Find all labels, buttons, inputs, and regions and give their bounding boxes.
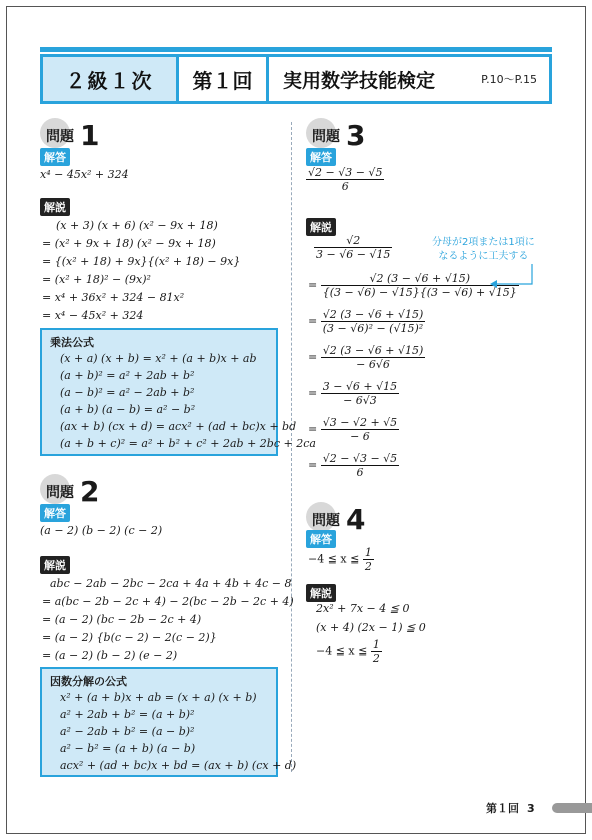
p2-step-4: = (a − 2) {b(c − 2) − 2(c − 2)} [42, 631, 217, 644]
problem-label: 問題 [46, 485, 74, 501]
formula: a² − 2ab + b² = (a − b)² [60, 725, 195, 738]
problem-label: 問題 [312, 513, 340, 529]
multiplication-formula-box [40, 328, 316, 456]
answer-tag: 解答 [40, 504, 70, 522]
p1-step-5: = x⁴ + 36x² + 324 − 81x² [42, 291, 185, 304]
formula: x² + (a + b)x + ab = (x + a) (x + b) [60, 691, 257, 704]
p4-step-2: (x + 4) (2x − 1) ≦ 0 [316, 621, 426, 634]
step-prefix: = [308, 386, 318, 400]
fraction-denominator: 2 [364, 560, 372, 573]
p1-step-4: = (x² + 18)² − (9x)² [42, 273, 151, 286]
p2-step-2: = a(bc − 2b − 2c + 4) − 2(bc − 2b − 2c + 4) [42, 595, 294, 608]
answer-fraction [306, 166, 384, 193]
p4-final [316, 638, 382, 665]
page-number: 3 [527, 801, 535, 815]
p3-step-6 [308, 416, 399, 443]
hint-arrow-icon [488, 262, 538, 290]
fraction-numerator: √3 − √2 + √5 [322, 416, 398, 429]
problem-number: 2 [80, 475, 100, 508]
p3-step-4 [308, 344, 425, 371]
fraction-numerator: 3 − √6 + √15 [322, 380, 398, 393]
problem-1-heading [40, 119, 100, 152]
fraction-denominator: 3 − √6 − √15 [316, 248, 391, 261]
p2-step-5: = (a − 2) (b − 2) (e − 2) [42, 649, 178, 662]
formula: a² − b² = (a + b) (a − b) [60, 742, 196, 755]
p4-step-1: 2x² + 7x − 4 ≦ 0 [316, 602, 410, 615]
page-footer [486, 800, 535, 816]
step-prefix: = [308, 278, 318, 292]
problem-2-heading [40, 475, 100, 508]
p3-step-5 [308, 380, 399, 407]
header-round: 第１回 [179, 57, 269, 101]
fraction-numerator: √2 [314, 234, 392, 248]
header-title: 実用数学技能検定 [283, 69, 436, 92]
fraction-numerator: √2 − √3 − √5 [322, 452, 398, 465]
answer-fraction [363, 546, 374, 573]
formula: (a + b)² = a² + 2ab + b² [60, 369, 195, 382]
fraction-denominator: {(3 − √6) − √15}{(3 − √6) + √15} [322, 286, 517, 299]
page-header [40, 54, 552, 104]
fraction-denominator: 2 [372, 652, 380, 665]
formula: (a + b + c)² = a² + b² + c² + 2ab + 2bc + 2ca [60, 437, 316, 450]
factorization-formula-box [40, 667, 297, 777]
p1-step-6: = x⁴ − 45x² + 324 [42, 309, 144, 322]
step-fraction [321, 452, 399, 479]
explanation-tag: 解説 [306, 584, 336, 602]
answer-prefix: −4 ≦ x ≦ [308, 552, 360, 566]
fraction-numerator: √2 (3 − √6 + √15) [321, 272, 519, 286]
problem-2-answer: (a − 2) (b − 2) (c − 2) [40, 524, 163, 537]
problem-number: 4 [346, 503, 366, 536]
fraction-numerator: 1 [372, 638, 380, 651]
fraction-denominator: 6 [341, 180, 349, 193]
fraction-numerator: √2 (3 − √6 + √15) [322, 344, 424, 357]
p1-step-2: = (x² + 9x + 18) (x² − 9x + 18) [42, 237, 216, 250]
header-pages: P.10〜P.15 [481, 73, 537, 86]
footer-round: 第１回 [486, 802, 519, 815]
step-fraction [321, 380, 399, 407]
step-fraction [321, 308, 426, 335]
answer-tag: 解答 [40, 148, 70, 166]
problem-number: 1 [80, 119, 100, 152]
p3-step-7 [308, 452, 399, 479]
step-fraction [314, 234, 392, 261]
header-level: ２級１次 [43, 57, 179, 101]
fraction-numerator: √2 (3 − √6 + √15) [322, 308, 424, 321]
formula: (x + a) (x + b) = x² + (a + b)x + ab [60, 352, 257, 365]
hint-note [432, 236, 535, 264]
step-prefix: = [308, 314, 318, 328]
header-top-bar [40, 47, 552, 52]
problem-number: 3 [346, 119, 366, 152]
step-fraction [321, 344, 426, 371]
step-prefix: = [308, 458, 318, 472]
step-prefix: = [308, 422, 318, 436]
explanation-tag: 解説 [40, 198, 70, 216]
hint-line: なるように工夫する [438, 251, 529, 262]
box-title: 乗法公式 [50, 336, 94, 349]
problem-label: 問題 [46, 129, 74, 145]
fraction-denominator: 6 [356, 466, 364, 479]
step-prefix: = [308, 350, 318, 364]
page-tab-bar [552, 803, 592, 813]
fraction-numerator: √2 − √3 − √5 [308, 166, 383, 179]
p2-step-1: abc − 2ab − 2bc − 2ca + 4a + 4b + 4c − 8 [50, 577, 292, 590]
answer-tag: 解答 [306, 530, 336, 548]
explanation-tag: 解説 [306, 218, 336, 236]
p2-step-3: = (a − 2) (bc − 2b − 2c + 4) [42, 613, 202, 626]
problem-4-answer [308, 546, 374, 573]
p3-step-3 [308, 308, 425, 335]
problem-3-answer [306, 166, 384, 193]
formula: a² + 2ab + b² = (a + b)² [60, 708, 195, 721]
problem-1-answer: x⁴ − 45x² + 324 [40, 168, 129, 181]
step-fraction [321, 416, 399, 443]
explanation-tag: 解説 [40, 556, 70, 574]
fraction-numerator: 1 [364, 546, 372, 559]
hint-line: 分母が2項または1項に [432, 237, 535, 248]
fraction-denominator: (3 − √6)² − (√15)² [322, 322, 424, 335]
fraction-denominator: − 6 [350, 430, 370, 443]
formula: (a + b) (a − b) = a² − b² [60, 403, 196, 416]
final-prefix: −4 ≦ x ≦ [316, 644, 368, 658]
p3-step-1 [314, 234, 392, 261]
answer-tag: 解答 [306, 148, 336, 166]
formula: (ax + b) (cx + d) = acx² + (ad + bc)x + bd [60, 420, 297, 433]
formula: acx² + (ad + bc)x + bd = (ax + b) (cx + d) [60, 759, 297, 772]
formula: (a − b)² = a² − 2ab + b² [60, 386, 195, 399]
box-title: 因数分解の公式 [50, 675, 127, 688]
final-fraction [371, 638, 382, 665]
problem-3-heading [306, 119, 366, 152]
fraction-denominator: − 6√6 [356, 358, 390, 371]
p1-step-3: = {(x² + 18) + 9x}{(x² + 18) − 9x} [42, 255, 241, 268]
problem-label: 問題 [312, 129, 340, 145]
fraction-denominator: − 6√3 [343, 394, 377, 407]
p1-step-1: (x + 3) (x + 6) (x² − 9x + 18) [56, 219, 218, 232]
